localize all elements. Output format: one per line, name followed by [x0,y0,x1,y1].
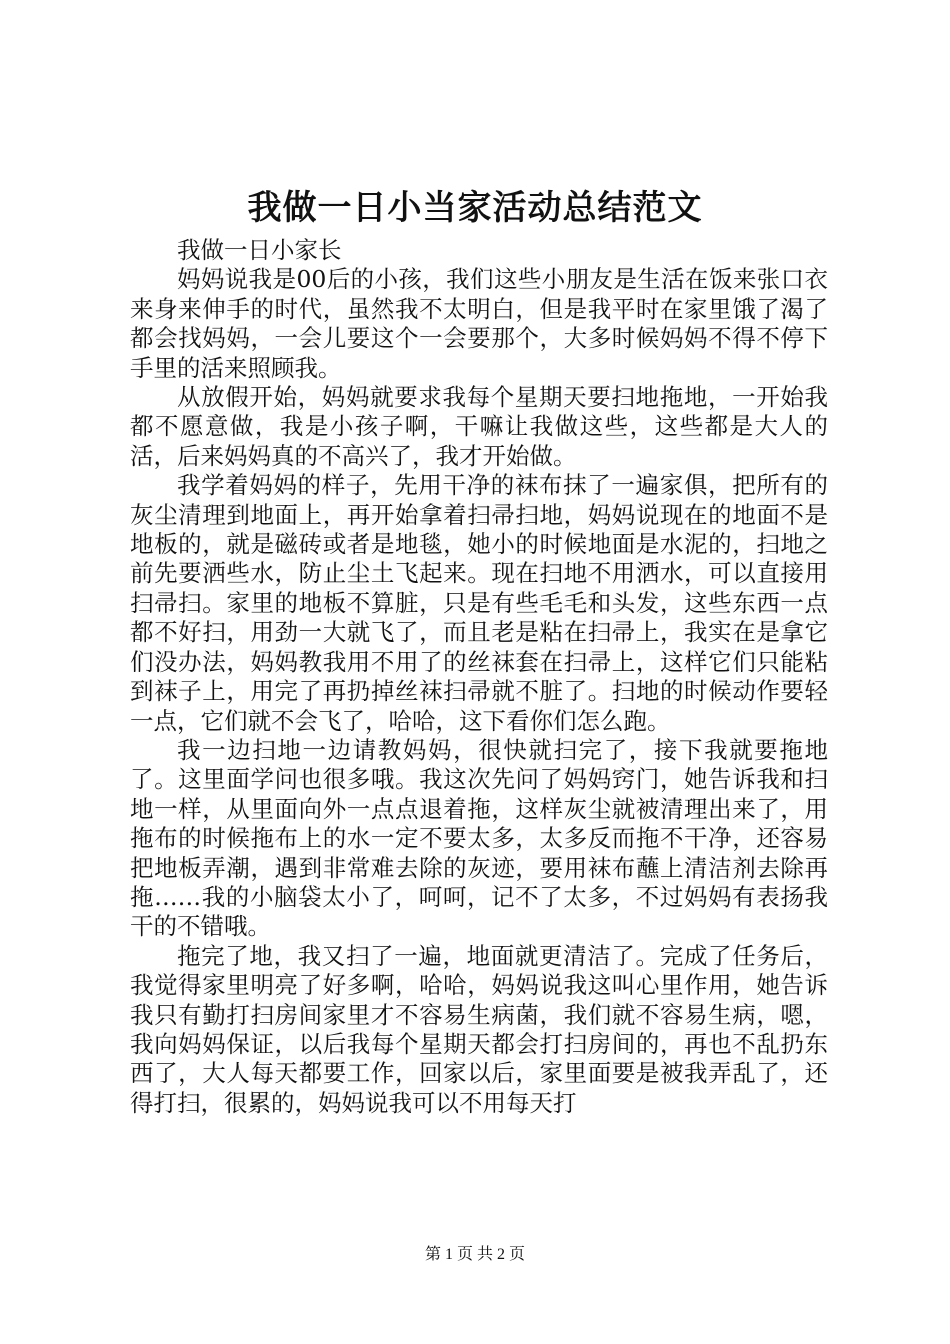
paragraph: 从放假开始，妈妈就要求我每个星期天要扫地拖地，一开始我都不愿意做，我是小孩子啊，干嘛让我做这些，这些都是大人的活，后来妈妈真的不高兴了，我才开始做。 [130,383,828,470]
paragraph: 我一边扫地一边请教妈妈，很快就扫完了，接下我就要拖地了。这里面学问也很多哦。我这次先问了妈妈窍门，她告诉我和扫地一样，从里面向外一点点退着拖，这样灰尘就被清理出来了，用拖布的时候拖布上的水一定不要太多，太多反而拖不干净，还容易把地板弄潮，遇到非常难去除的灰迹，要用袜布蘸上清洁剂去除再拖……我的小脑袋太小了，呵呵，记不了太多，不过妈妈有表扬我干的不错哦。 [130,735,828,941]
paragraph-subtitle: 我做一日小家长 [177,236,342,264]
paragraph: 拖完了地，我又扫了一遍，地面就更清洁了。完成了任务后，我觉得家里明亮了好多啊，哈哈，妈妈说我这叫心里作用，她告诉我只有勤打扫房间家里才不容易生病菌，我们就不容易生病，嗯，我向妈妈保证，以后我每个星期天都会打扫房间的，再也不乱扔东西了，大人每天都要工作，回家以后，家里面要是被我弄乱了，还得打扫，很累的，妈妈说我可以不用每天打 [130,941,828,1117]
document-body [130,236,828,1184]
document-title: 我做一日小当家活动总结范文 [247,188,703,228]
paragraph: 妈妈说我是00后的小孩，我们这些小朋友是生活在饭来张口衣来身来伸手的时代，虽然我不太明白，但是我平时在家里饿了渴了都会找妈妈，一会儿要这个一会要那个，大多时候妈妈不得不停下手里的活来照顾我。 [130,265,828,382]
paragraph: 我学着妈妈的样子，先用干净的袜布抹了一遍家俱，把所有的灰尘清理到地面上，再开始拿着扫帚扫地，妈妈说现在的地面不是地板的，就是磁砖或者是地毯，她小的时候地面是水泥的，扫地之前先要洒些水，防止尘土飞起来。现在扫地不用洒水，可以直接用扫帚扫。家里的地板不算脏，只是有些毛毛和头发，这些东西一点都不好扫，用劲一大就飞了，而且老是粘在扫帚上，我实在是拿它们没办法，妈妈教我用不用了的丝袜套在扫帚上，这样它们只能粘到袜子上，用完了再扔掉丝袜扫帚就不脏了。扫地的时候动作要轻一点，它们就不会飞了，哈哈，这下看你们怎么跑。 [130,471,828,735]
page-number-footer: 第 1 页 共 2 页 [424,1246,525,1263]
